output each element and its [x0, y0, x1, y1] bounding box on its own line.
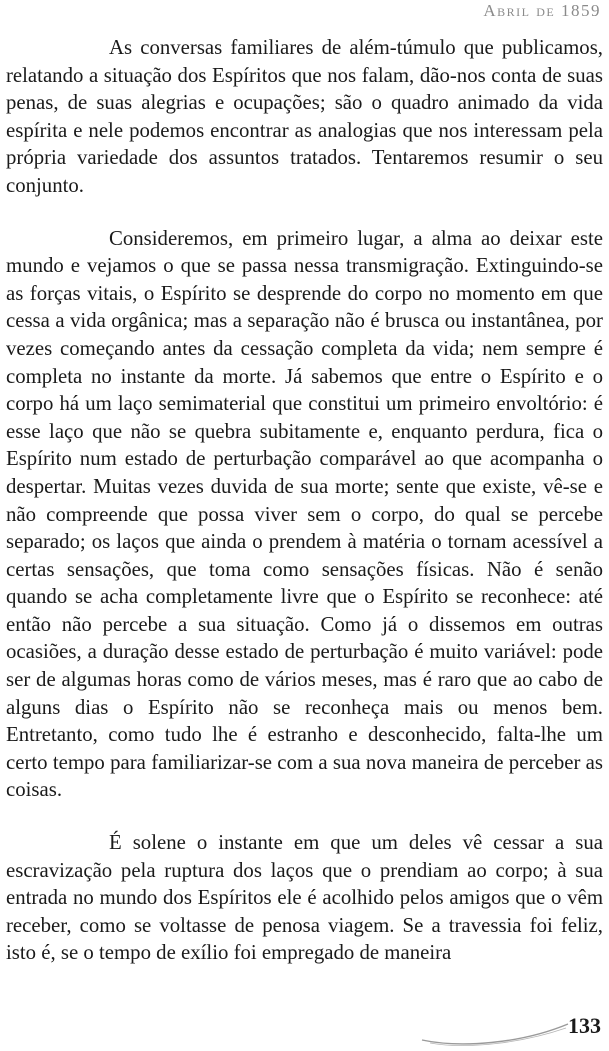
- running-header: Abril de 1859: [483, 1, 601, 20]
- page-number: 133: [568, 1013, 601, 1038]
- paragraph-2: Consideremos, em primeiro lugar, a alma ao deixar este mundo e vejamos o que se passa nessa transmigração. Extinguindo-se as forças vitais, o Espírito se desprende do corpo no momento em que cessa a vida orgânica; mas a separação não é brusca ou instantânea, por vezes começando antes da cessação completa da vida; nem sempre é completa no instante da morte. Já sabemos que entre o Espírito e o corpo há um laço semimaterial que constitui um primeiro envoltório: é esse laço que não se quebra subitamente e, enquanto perdura, fica o Espírito num estado de perturbação comparável ao que acompanha o despertar. Muitas vezes duvida de sua morte; sente que existe, vê-se e não compreende que possa viver sem o corpo, do qual se percebe separado; os laços que ainda o prendem à matéria o tornam acessível a certas sensações, que toma como sensações físicas. Não é senão quando se acha completamente livre que o Espírito se reconhece: até então não percebe a sua situação. Como já o dissemos em outras ocasiões, a duração desse estado de perturbação é muito variável: pode ser de algumas horas como de vários meses, mas é raro que ao cabo de alguns dias o Espírito não se reconheça mais ou menos bem. Entretanto, como tudo lhe é estranho e desconhecido, falta-lhe um certo tempo para familiarizar-se com a sua nova maneira de perceber as coisas.: [6, 226, 603, 802]
- paragraph-3: É solene o instante em que um deles vê cessar a sua escravização pela ruptura dos laços que o prendiam ao corpo; à sua entrada no mundo dos Espíritos ele é acolhido pelos amigos que o vêm receber, como se voltasse de penosa viagem. Se a travessia foi feliz, isto é, se o tempo de exílio foi empregado de maneira: [6, 831, 603, 965]
- footer-swoosh-ornament: [420, 1018, 570, 1048]
- paragraph-1: As conversas familiares de além-túmulo que publicamos, relatando a situação dos Espíritos que nos falam, dão-nos conta de suas penas, de suas alegrias e ocupações; são o quadro animado da vida espírita e nele podemos encontrar as analogias que nos interessam pela própria variedade dos assuntos tratados. Tentaremos resumir o seu conjunto.: [6, 36, 603, 197]
- text-body: [6, 34, 603, 992]
